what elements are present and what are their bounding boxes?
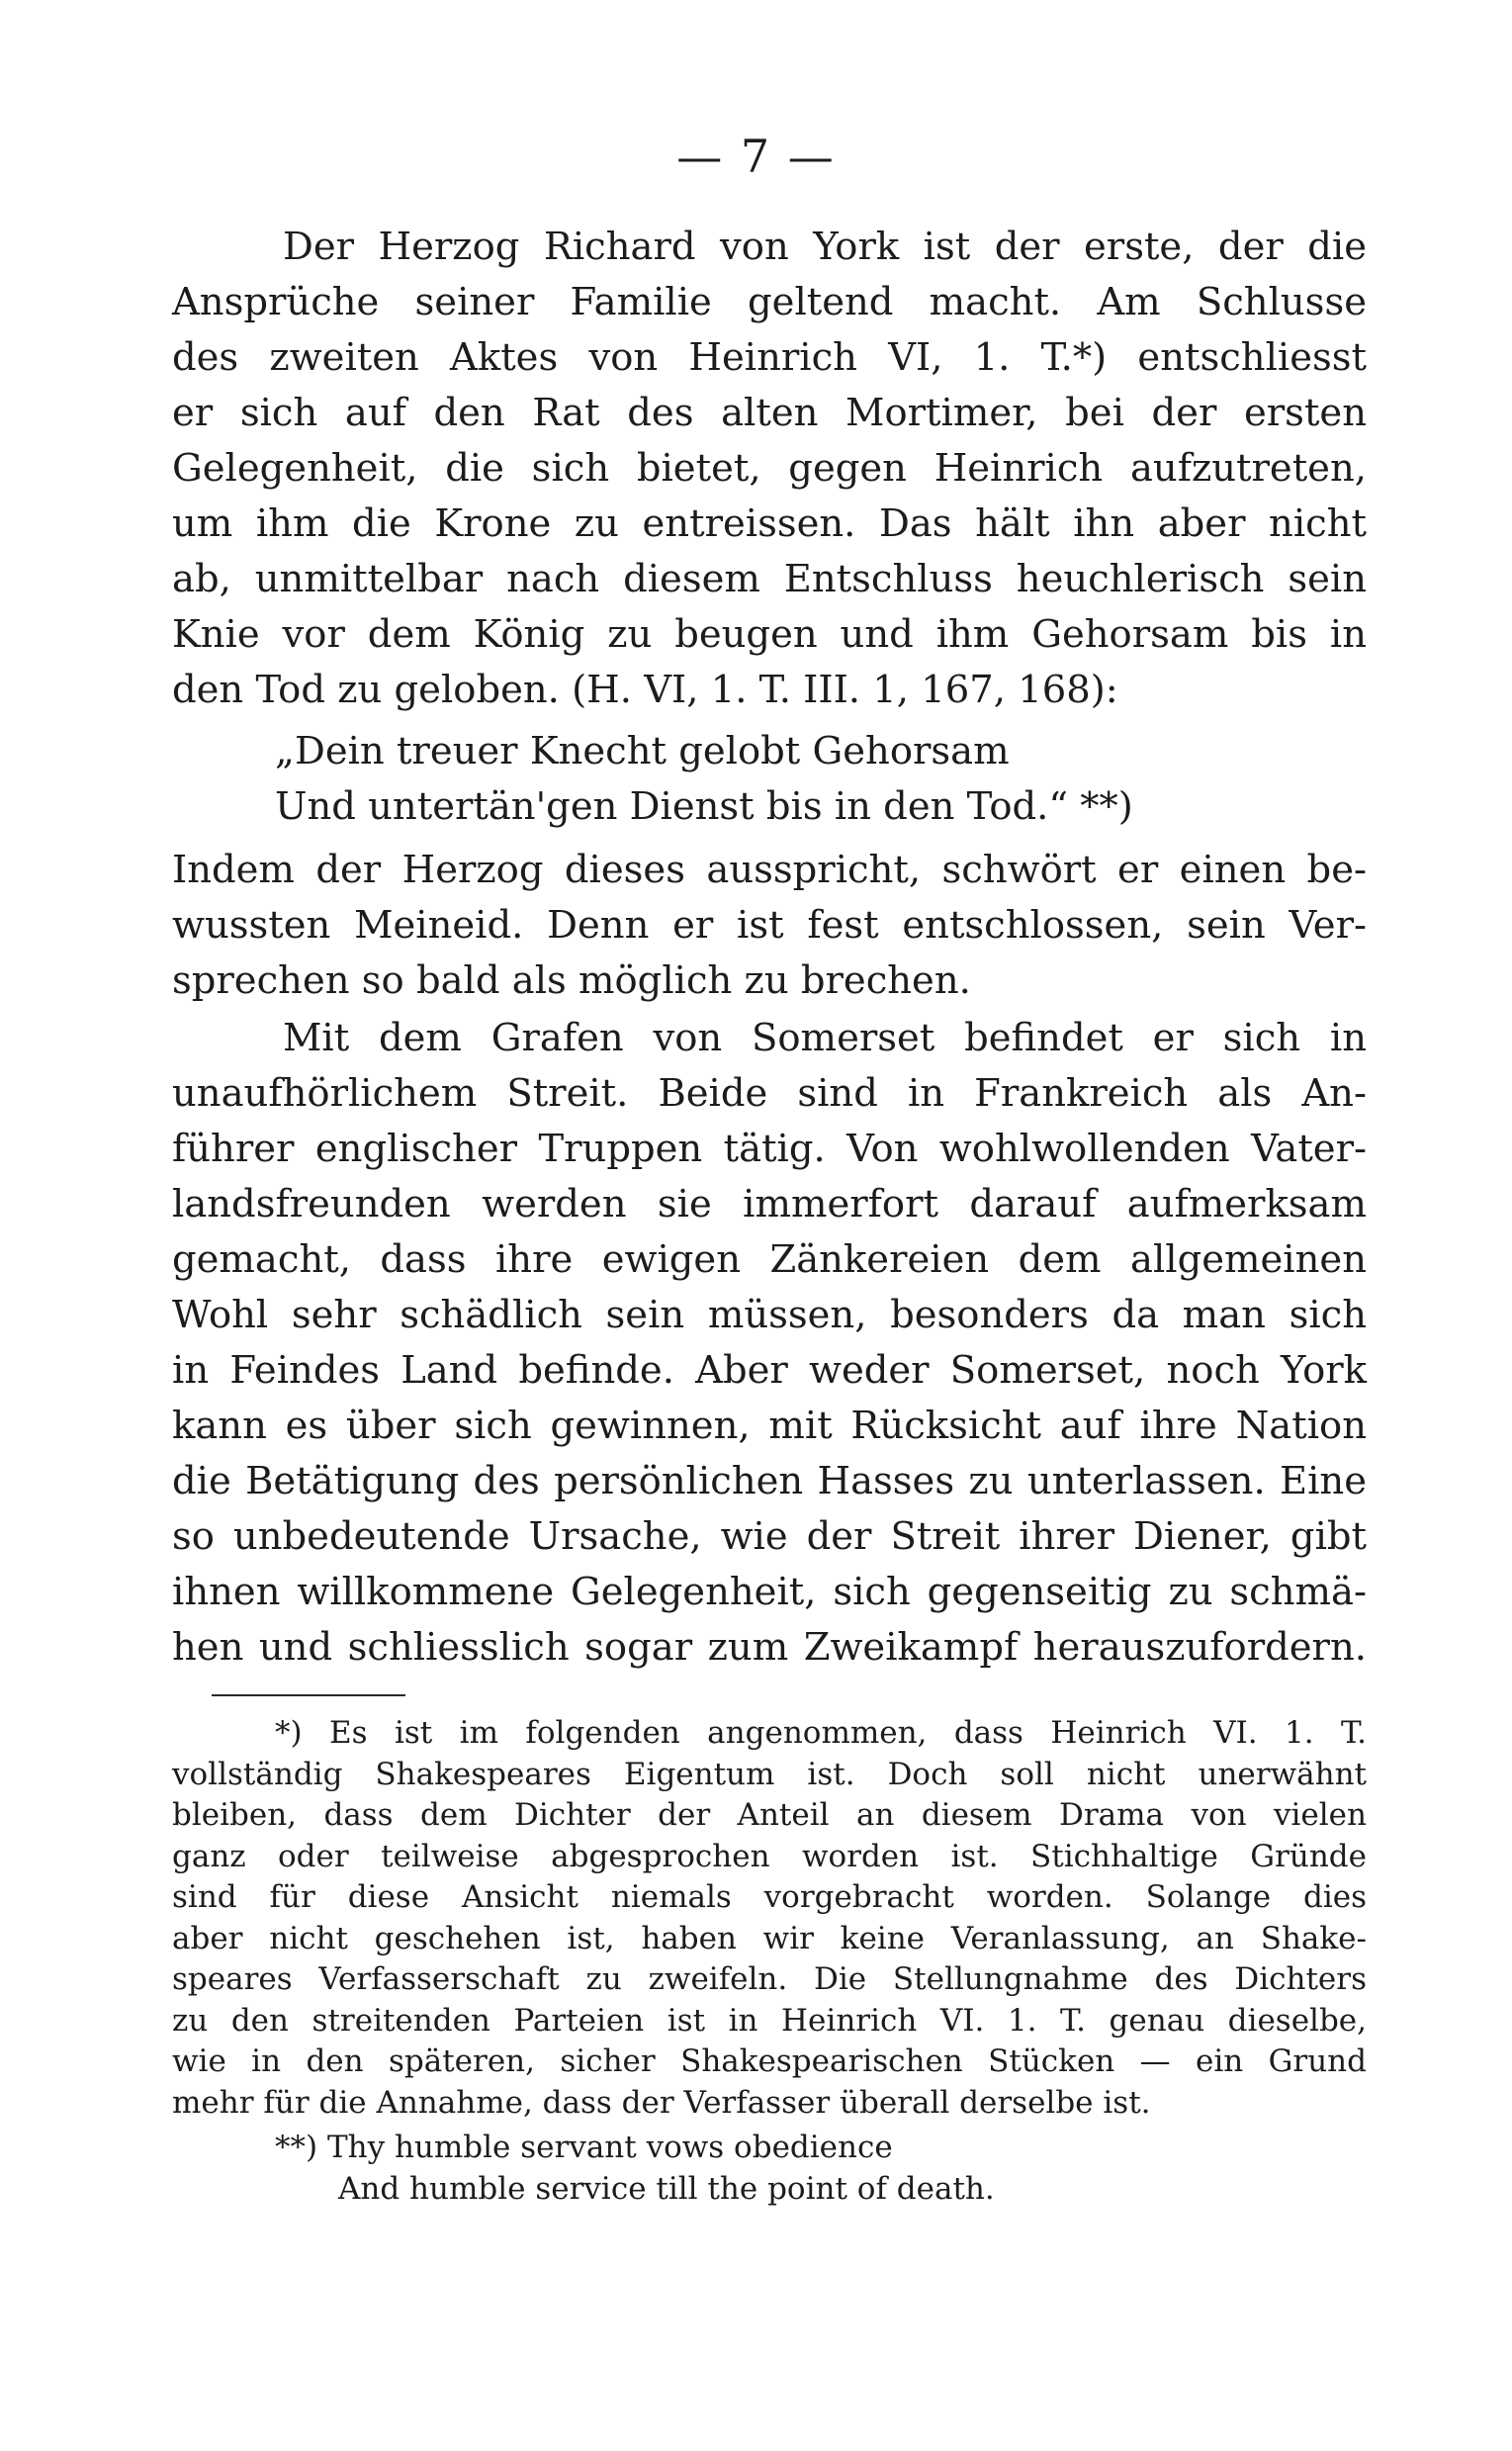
text-line: Mit dem Grafen von Somerset befindet er sich in (283, 1016, 1367, 1060)
footnote-line: mehr für die Annahme, dass der Verfasser überall derselbe ist. (172, 2084, 1151, 2121)
paragraph-2 (172, 843, 1367, 1009)
footnote-2-continuation (338, 2168, 995, 2210)
paragraph-3 (172, 1011, 1367, 1676)
text-line: so unbedeutende Ursache, wie der Streit ihrer Diener, gibt (172, 1514, 1367, 1559)
text-line: die Betätigung des persönlichen Hasses zu unterlassen. Eine (172, 1459, 1367, 1503)
text-line: Indem der Herzog dieses ausspricht, schwört er einen be- (172, 848, 1367, 892)
footnote-divider (212, 1694, 405, 1696)
footnote-line: sind für diese Ansicht niemals vorgebracht worden. Solange dies (172, 1879, 1367, 1915)
footnote-1 (172, 1713, 1367, 2124)
text-line: Wohl sehr schädlich sein müssen, besonders da man sich (172, 1293, 1367, 1337)
footnote-line: vollständig Shakespeares Eigentum ist. Doch soll nicht unerwähnt (172, 1756, 1367, 1792)
text-line: kann es über sich gewinnen, mit Rücksicht auf ihre Nation (172, 1404, 1367, 1448)
text-line: hen und schliesslich sogar zum Zweikampf herauszufordern. (172, 1625, 1367, 1670)
footnote-line: And humble service till the point of death. (338, 2171, 995, 2207)
text-line: sprechen so bald als möglich zu brechen. (172, 958, 971, 1003)
verse-quote (275, 724, 1133, 835)
footnote-line: speares Verfasserschaft zu zweifeln. Die Stellungnahme des Dichters (172, 1961, 1367, 1997)
text-line: ab, unmittelbar nach diesem Entschluss heuchlerisch sein (172, 557, 1367, 601)
footnote-line: *) Es ist im folgenden angenommen, dass Heinrich VI. 1. T. (275, 1715, 1367, 1751)
text-line: Knie vor dem König zu beugen und ihm Gehorsam bis in (172, 612, 1367, 657)
text-line: er sich auf den Rat des alten Mortimer, bei der ersten (172, 391, 1367, 435)
footnote-line: bleiben, dass dem Dichter der Anteil an diesem Drama von vielen (172, 1797, 1367, 1833)
footnote-line: zu den streitenden Parteien ist in Heinrich VI. 1. T. genau dieselbe, (172, 2002, 1367, 2039)
quote-line: Und untertän'gen Dienst bis in den Tod.“ **) (275, 784, 1133, 829)
text-line: ihnen willkommene Gelegenheit, sich gegenseitig zu schmä- (172, 1570, 1367, 1614)
text-line: Ansprüche seiner Familie geltend macht. Am Schlusse (172, 280, 1367, 324)
text-line: unaufhörlichem Streit. Beide sind in Frankreich als An- (172, 1071, 1367, 1116)
quote-line: „Dein treuer Knecht gelobt Gehorsam (275, 729, 1010, 773)
text-line: wussten Meineid. Denn er ist fest entschlossen, sein Ver- (172, 903, 1367, 948)
text-line: gemacht, dass ihre ewigen Zänkereien dem allgemeinen (172, 1237, 1367, 1282)
text-line: Der Herzog Richard von York ist der erste, der die (283, 225, 1367, 269)
text-line: um ihm die Krone zu entreissen. Das hält ihn aber nicht (172, 501, 1367, 546)
page-number: — 7 — (676, 130, 836, 183)
footnote-line: ganz oder teilweise abgesprochen worden ist. Stichhaltige Gründe (172, 1838, 1367, 1874)
footnote-2 (275, 2127, 893, 2168)
paragraph-1 (172, 220, 1367, 718)
text-line: Gelegenheit, die sich bietet, gegen Heinrich aufzutreten, (172, 446, 1367, 491)
footnote-line: aber nicht geschehen ist, haben wir keine Veranlassung, an Shake- (172, 1920, 1367, 1956)
text-line: führer englischer Truppen tätig. Von wohlwollenden Vater- (172, 1127, 1367, 1171)
text-line: in Feindes Land befinde. Aber weder Somerset, noch York (172, 1348, 1367, 1393)
text-line: landsfreunden werden sie immerfort darauf aufmerksam (172, 1182, 1367, 1226)
text-line: des zweiten Aktes von Heinrich VI, 1. T.*) entschliesst (172, 335, 1367, 380)
text-line: den Tod zu geloben. (H. VI, 1. T. III. 1, 167, 168): (172, 668, 1118, 712)
footnote-line: wie in den späteren, sicher Shakespearischen Stücken — ein Grund (172, 2043, 1367, 2079)
footnote-line: **) Thy humble servant vows obedience (275, 2130, 893, 2165)
